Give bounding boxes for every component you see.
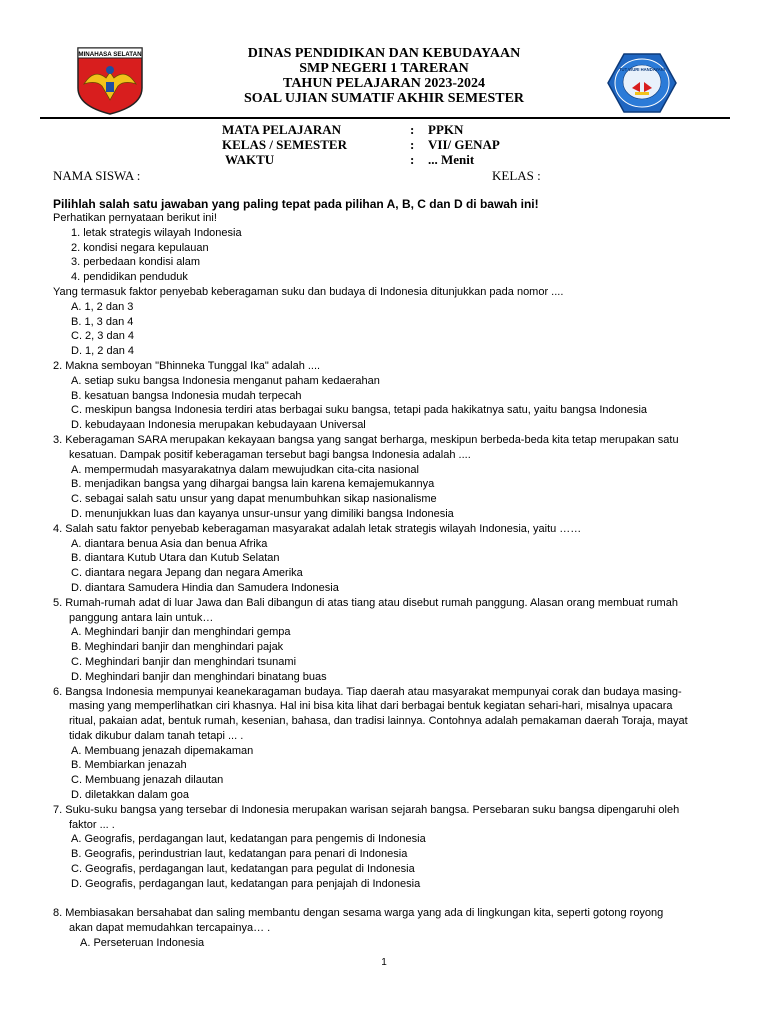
meta-label: WAKTU	[222, 152, 275, 167]
answer-option: A. Geografis, perdagangan laut, kedatangan para pengemis di Indonesia	[71, 833, 426, 846]
question-text: 8. Membiasakan bersahabat dan saling membantu dengan sesama warga yang ada di lingkungan kita, seperti gotong royong	[53, 907, 664, 920]
answer-option: A. Perseteruan Indonesia	[80, 937, 205, 950]
header-line-school: SMP NEGERI 1 TARERAN	[299, 61, 469, 76]
statement-item: 2. kondisi negara kepulauan	[71, 241, 209, 254]
student-class-label: KELAS :	[492, 168, 541, 183]
answer-option: B. Membiarkan jenazah	[71, 759, 187, 772]
answer-option: D. Meghindari banjir dan menghindari binatang buas	[71, 670, 327, 683]
question-text: 2. Makna semboyan "Bhinneka Tunggal Ika" adalah ....	[53, 359, 321, 372]
question-text-continued: akan dapat memudahkan tercapainya… .	[69, 922, 271, 935]
question-text: 6. Bangsa Indonesia mempunyai keanekaragaman budaya. Tiap daerah atau masyarakat mempunyai corak dan budaya masing-	[53, 685, 682, 698]
answer-option: C. 2, 3 dan 4	[71, 330, 134, 343]
answer-option: D. 1, 2 dan 4	[71, 345, 134, 358]
answer-option: A. Meghindari banjir dan menghindari gempa	[71, 626, 291, 639]
question-text-continued: ritual, pakaian adat, bentuk rumah, kesenian, bahasa, dan tradisi lainnya. Contohnya adalah pemakaman daerah Toraja, mayat	[69, 715, 688, 728]
answer-option: C. diantara negara Jepang dan negara Amerika	[71, 567, 303, 580]
statement-item: 1. letak strategis wilayah Indonesia	[71, 226, 242, 239]
logo-left-text: MINAHASA SELATAN	[78, 51, 142, 58]
question-text-continued: faktor ... .	[69, 818, 115, 831]
meta-label: KELAS / SEMESTER	[222, 137, 347, 152]
answer-option: A. Membuang jenazah dipemakaman	[71, 744, 254, 757]
header-line-exam: SOAL UJIAN SUMATIF AKHIR SEMESTER	[243, 91, 525, 106]
question-text-continued: tidak dikubur dalam tanah tetapi ... .	[69, 729, 244, 742]
header-line-department: DINAS PENDIDIKAN DAN KEBUDAYAAN	[247, 46, 521, 61]
answer-option: B. 1, 3 dan 4	[71, 315, 134, 328]
student-name-label: NAMA SISWA :	[53, 168, 141, 183]
question-text: 3. Keberagaman SARA merupakan kekayaan bangsa yang sangat berharga, meskipun berbeda-beda kita tetap merupakan satu	[53, 433, 679, 446]
meta-value: ... Menit	[428, 152, 475, 167]
logo-right-text: TUT WURI HANDAYANI	[619, 67, 665, 72]
question-text-continued: panggung antara lain untuk…	[69, 611, 214, 624]
question-text-continued: masing yang memperlihatkan ciri khasnya. Hal ini bisa kita lihat dari berbagai bentuk kegiatan sehari-hari, misalnya upacara	[69, 700, 673, 713]
meta-value: VII/ GENAP	[428, 137, 500, 152]
question-text: 4. Salah satu faktor penyebab keberagaman masyarakat adalah letak strategis wilayah Indonesia, yaitu ……	[53, 522, 582, 535]
answer-option: C. sebagai salah satu unsur yang dapat menumbuhkan sikap nasionalisme	[71, 493, 437, 506]
meta-separator: :	[410, 152, 415, 167]
header-line-year: TAHUN PELAJARAN 2023-2024	[283, 76, 485, 91]
header-divider	[40, 117, 730, 119]
meta-label: MATA PELAJARAN	[222, 122, 342, 137]
question-text: 7. Suku-suku bangsa yang tersebar di Indonesia merupakan warisan sejarah bangsa. Persebaran suku bangsa dipengaruhi oleh	[53, 803, 680, 816]
answer-option: A. mempermudah masyarakatnya dalam mewujudkan cita-cita nasional	[71, 463, 419, 476]
answer-option: A. setiap suku bangsa Indonesia menganut paham kedaerahan	[71, 374, 380, 387]
answer-option: B. diantara Kutub Utara dan Kutub Selatan	[71, 552, 280, 565]
tut-wuri-handayani-logo	[602, 50, 682, 116]
minahasa-selatan-logo	[74, 44, 146, 116]
answer-option: A. 1, 2 dan 3	[71, 300, 134, 313]
answer-option: C. Geografis, perdagangan laut, kedatangan para pegulat di Indonesia	[71, 863, 415, 876]
answer-option: C. Membuang jenazah dilautan	[71, 774, 224, 787]
page-number: 1	[381, 957, 387, 968]
answer-option: D. menunjukkan luas dan kayanya unsur-unsur yang dimiliki bangsa Indonesia	[71, 507, 454, 520]
instruction-text: Pilihlah salah satu jawaban yang paling tepat pada pilihan A, B, C dan D di bawah ini!	[53, 197, 539, 211]
school-header	[200, 46, 568, 106]
statement-item: 3. perbedaan kondisi alam	[71, 256, 201, 269]
answer-option: B. Meghindari banjir dan menghindari pajak	[71, 641, 284, 654]
question-text-continued: kesatuan. Dampak positif keberagaman tersebut bagi bangsa Indonesia adalah ....	[69, 448, 471, 461]
answer-option: B. kesatuan bangsa Indonesia mudah terpecah	[71, 389, 302, 402]
answer-option: D. kebudayaan Indonesia merupakan kebudayaan Universal	[71, 419, 366, 432]
answer-option: B. Geografis, perindustrian laut, kedatangan para penari di Indonesia	[71, 848, 408, 861]
answer-option: D. Geografis, perdagangan laut, kedatangan para penjajah di Indonesia	[71, 877, 421, 890]
answer-option: D. diletakkan dalam goa	[71, 789, 190, 802]
answer-option: B. menjadikan bangsa yang dihargai bangsa lain karena kemajemukannya	[71, 478, 435, 491]
meta-value: PPKN	[428, 122, 464, 137]
question-text: Yang termasuk faktor penyebab keberagaman suku dan budaya di Indonesia ditunjukkan pada nomor ....	[53, 285, 564, 298]
questions	[53, 211, 718, 951]
answer-option: D. diantara Samudera Hindia dan Samudera Indonesia	[71, 581, 339, 594]
answer-option: C. meskipun bangsa Indonesia terdiri atas berbagai suku bangsa, tetapi pada hakikatnya satu, yaitu bangsa Indonesia	[71, 404, 648, 417]
meta-separator: :	[410, 122, 415, 137]
question-intro: Perhatikan pernyataan berikut ini!	[53, 212, 217, 224]
meta-separator: :	[410, 137, 415, 152]
answer-option: A. diantara benua Asia dan benua Afrika	[71, 537, 268, 550]
question-text: 5. Rumah-rumah adat di luar Jawa dan Bali dibangun di atas tiang atau disebut rumah panggung. Alasan orang membuat rumah	[53, 596, 678, 609]
blank-line	[53, 892, 718, 907]
answer-option: C. Meghindari banjir dan menghindari tsunami	[71, 655, 297, 668]
statement-item: 4. pendidikan penduduk	[71, 271, 188, 284]
